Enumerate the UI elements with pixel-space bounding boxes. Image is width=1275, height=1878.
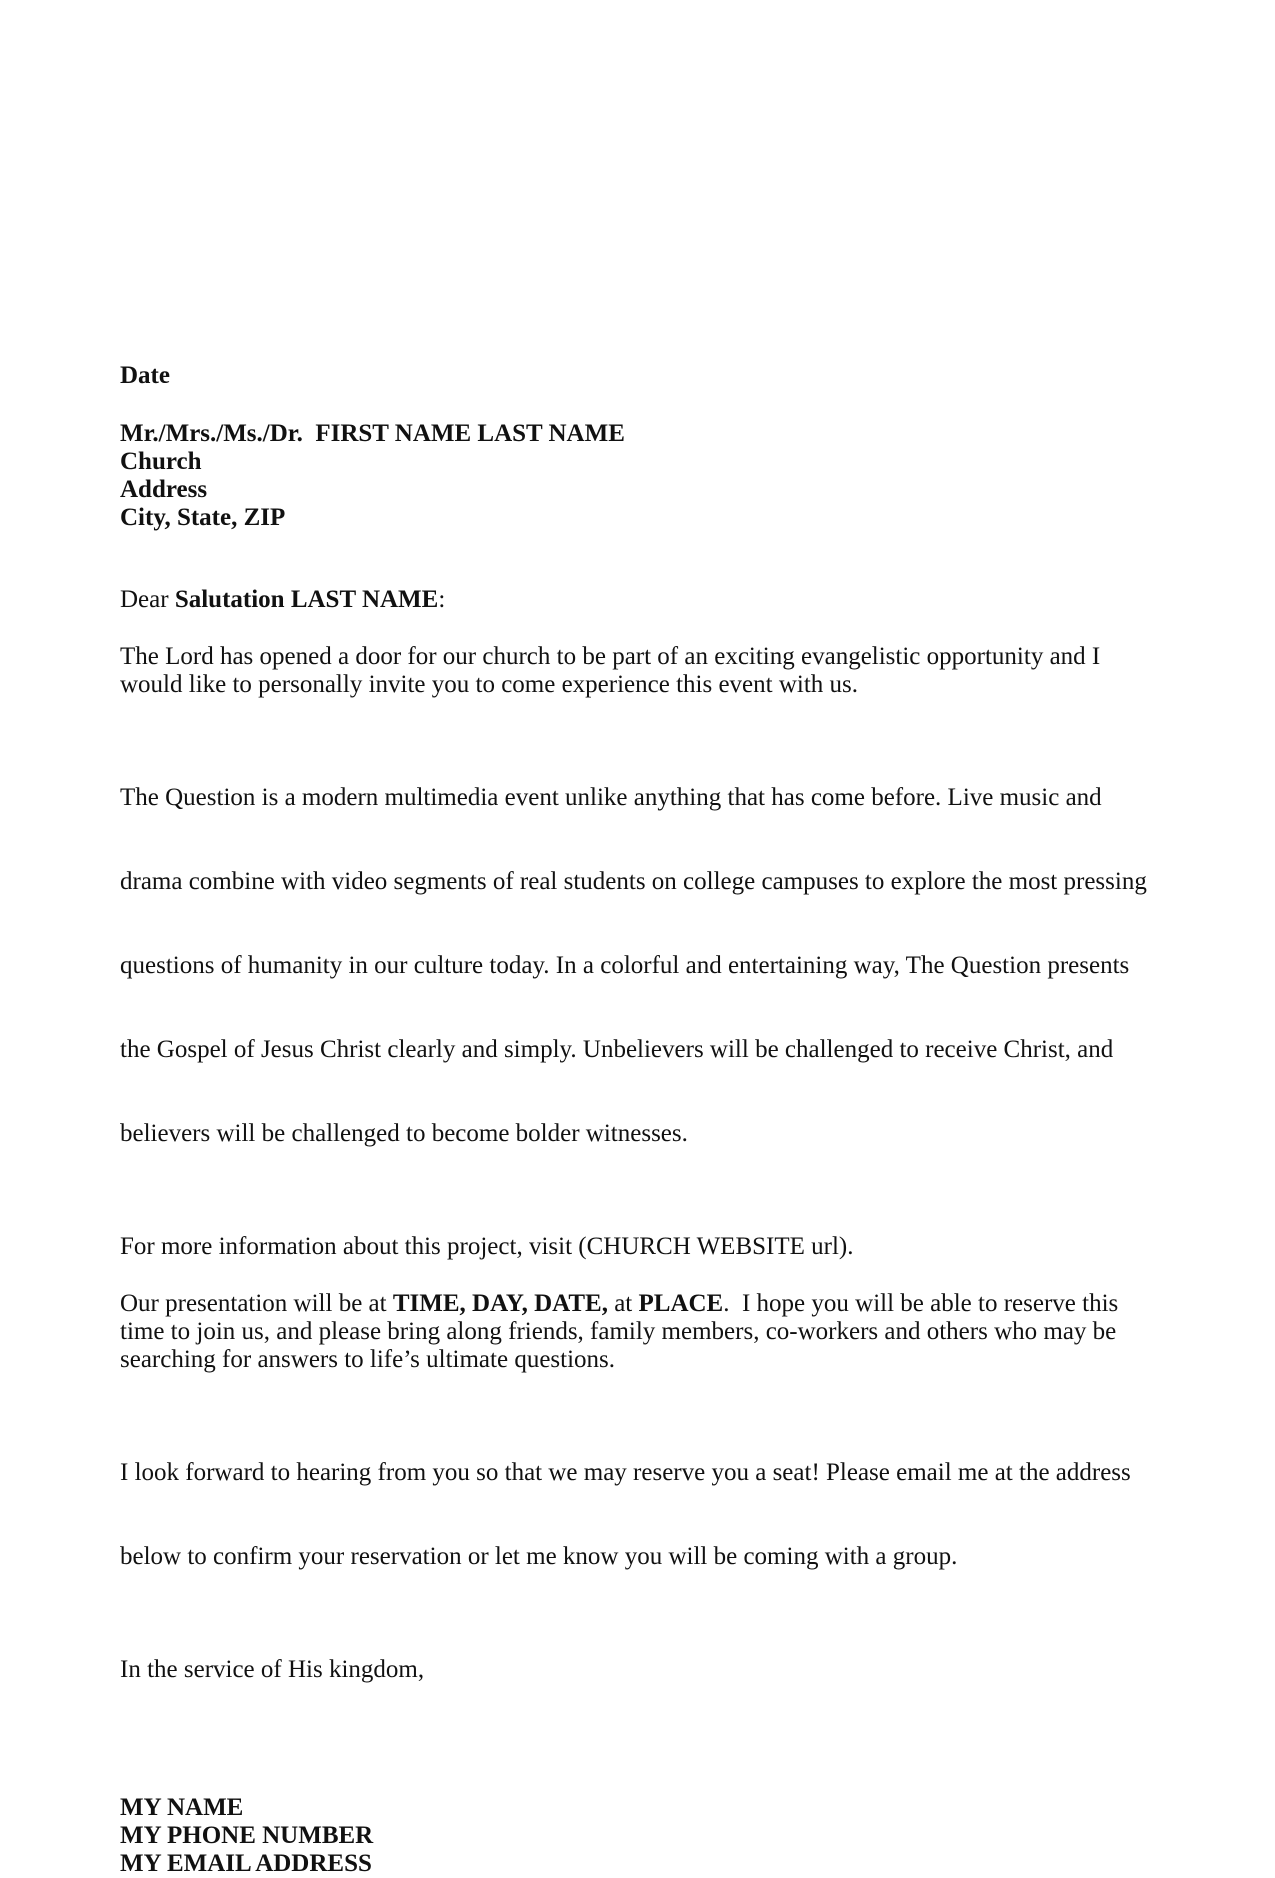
salutation-name: Salutation LAST NAME [174, 586, 439, 613]
presentation-time-day-date: TIME, DAY, DATE, [392, 1290, 608, 1317]
paragraph-line: The Question is a modern multimedia event unlike anything that has come before. Live music and [120, 784, 1102, 811]
paragraph-line [120, 1290, 1160, 1318]
paragraph-line: believers will be challenged to become bolder witnesses. [120, 1120, 688, 1147]
paragraph-line: The Lord has opened a door for our church to be part of an exciting evangelistic opportunity and I [120, 643, 1101, 670]
paragraph-line: questions of humanity in our culture today. In a colorful and entertaining way, The Question presents [120, 952, 1130, 979]
recipient-address: Address [120, 476, 208, 503]
paragraph-line: drama combine with video segments of real students on college campuses to explore the most pressing [120, 868, 1147, 895]
signature-phone: MY PHONE NUMBER [120, 1822, 374, 1849]
recipient-name: Mr./Mrs./Ms./Dr. FIRST NAME LAST NAME [120, 420, 625, 447]
recipient-church: Church [120, 448, 202, 475]
paragraph-invitation [120, 643, 1160, 699]
salutation-prefix: Dear [120, 586, 175, 613]
paragraph-line: I look forward to hearing from you so that we may reserve you a seat! Please email me at the address [120, 1459, 1131, 1486]
paragraph-event-description [120, 728, 1160, 1204]
paragraph-line: the Gospel of Jesus Christ clearly and simply. Unbelievers will be challenged to receive Christ, and [120, 1036, 1114, 1063]
presentation-rest: . I hope you will be able to reserve this [723, 1290, 1119, 1317]
signature-block [120, 1794, 1160, 1878]
paragraph-line: below to confirm your reservation or let me know you will be coming with a group. [120, 1543, 958, 1570]
salutation [120, 586, 1160, 614]
paragraph-line: time to join us, and please bring along friends, family members, co-workers and others who may be [120, 1318, 1117, 1345]
presentation-intro: Our presentation will be at [120, 1290, 393, 1317]
paragraph-line: searching for answers to life’s ultimate questions. [120, 1346, 616, 1373]
paragraph-rsvp [120, 1403, 1160, 1627]
letter-date: Date [120, 362, 170, 389]
recipient-block [120, 420, 1160, 532]
paragraph-line: would like to personally invite you to come experience this event with us. [120, 671, 859, 698]
recipient-city-state-zip: City, State, ZIP [120, 504, 286, 531]
signature-email: MY EMAIL ADDRESS [120, 1850, 372, 1877]
closing: In the service of His kingdom, [120, 1656, 425, 1683]
signature-name: MY NAME [120, 1794, 244, 1821]
paragraph-more-info: For more information about this project, visit (CHURCH WEBSITE url). [120, 1233, 854, 1260]
presentation-at: at [607, 1290, 639, 1317]
letter-body [120, 362, 1160, 1878]
paragraph-presentation-details [120, 1290, 1160, 1374]
presentation-place: PLACE [638, 1290, 724, 1317]
salutation-suffix: : [438, 586, 446, 613]
